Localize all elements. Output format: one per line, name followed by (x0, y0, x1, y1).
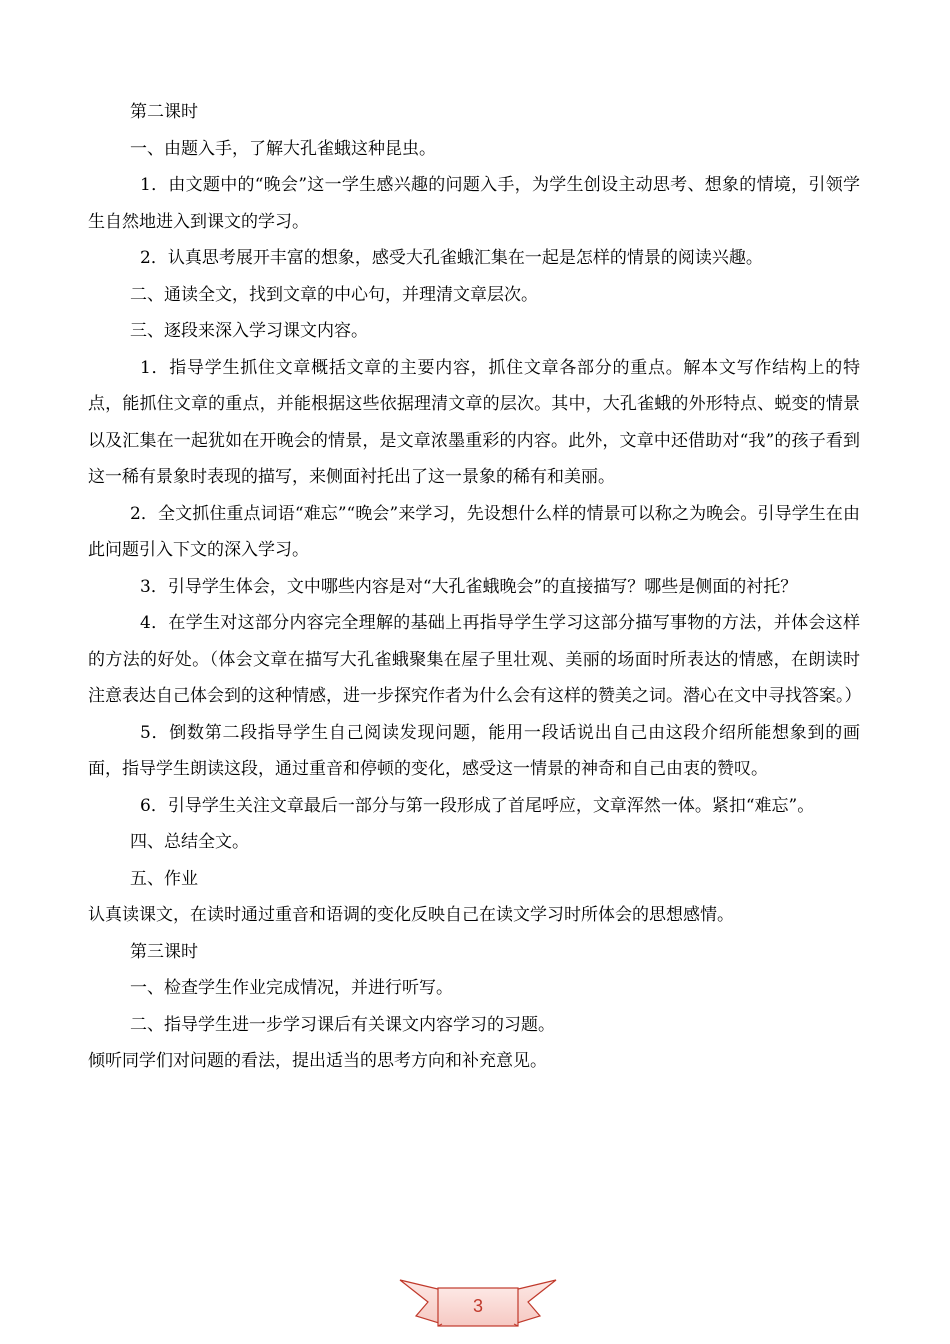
page-number: 3 (472, 1295, 483, 1316)
paragraph: 3．引导学生体会，文中哪些内容是对“大孔雀蛾晚会”的直接描写？哪些是侧面的衬托？ (140, 576, 798, 597)
paragraph: 二、通读全文，找到文章的中心句，并理清文章层次。 (130, 284, 538, 305)
paragraph: 倾听同学们对问题的看法，提出适当的思考方向和补充意见。 (88, 1051, 547, 1071)
paragraph: 1．指导学生抓住文章概括文章的主要内容，抓住文章各部分的重点。解本文写作结构上的特点，能抓住文章的重点，并能根据这些依据理清文章的层次。其中，大孔雀蛾的外形特点、蜕变的情景以及汇集在一起犹如在开晚会的情景，是文章浓墨重彩的内容。此外，文章中还借助对“我”的孩子看到这一稀有景象时表现的描写，来侧面衬托出了这一景象的稀有和美丽。 (88, 357, 860, 487)
paragraph: 三、逐段来深入学习课文内容。 (130, 321, 368, 341)
paragraph: 一、由题入手，了解大孔雀蛾这种昆虫。 (130, 138, 436, 159)
paragraph: 二、指导学生进一步学习课后有关课文内容学习的习题。 (130, 1014, 555, 1035)
paragraph: 一、检查学生作业完成情况，并进行听写。 (130, 978, 453, 998)
paragraph: 2．全文抓住重点词语“难忘”“晚会”来学习，先设想什么样的情景可以称之为晚会。引导学生在由此问题引入下文的深入学习。 (88, 503, 860, 560)
paragraph: 认真读课文，在读时通过重音和语调的变化反映自己在读文学习时所体会的思想感情。 (88, 905, 734, 925)
paragraph: 五、作业 (130, 868, 198, 889)
paragraph: 第二课时 (130, 102, 198, 122)
paragraph: 第三课时 (130, 941, 198, 962)
paragraph: 2．认真思考展开丰富的想象，感受大孔雀蛾汇集在一起是怎样的情景的阅读兴趣。 (140, 248, 763, 268)
paragraph: 6．引导学生关注文章最后一部分与第一段形成了首尾呼应，文章浑然一体。紧扣“难忘”。 (140, 795, 815, 816)
paragraph: 四、总结全文。 (130, 832, 249, 852)
paragraph: 4．在学生对这部分内容完全理解的基础上再指导学生学习这部分描写事物的方法，并体会这样的方法的好处。（体会文章在描写大孔雀蛾聚集在屋子里壮观、美丽的场面时所表达的情感，在朗读时注意表达自己体会到的这种情感，进一步探究作者为什么会有这样的赞美之词。潜心在文中寻找答案。） (88, 613, 862, 706)
paragraph: 1．由文题中的“晚会”这一学生感兴趣的问题入手，为学生创设主动思考、想象的情境，引领学生自然地进入到课文的学习。 (88, 175, 860, 232)
document-body (88, 94, 860, 1080)
paragraph: 5．倒数第二段指导学生自己阅读发现问题，能用一段话说出自己由这段介绍所能想象到的画面，指导学生朗读这段，通过重音和停顿的变化，感受这一情景的神奇和自己由衷的赞叹。 (88, 722, 860, 779)
